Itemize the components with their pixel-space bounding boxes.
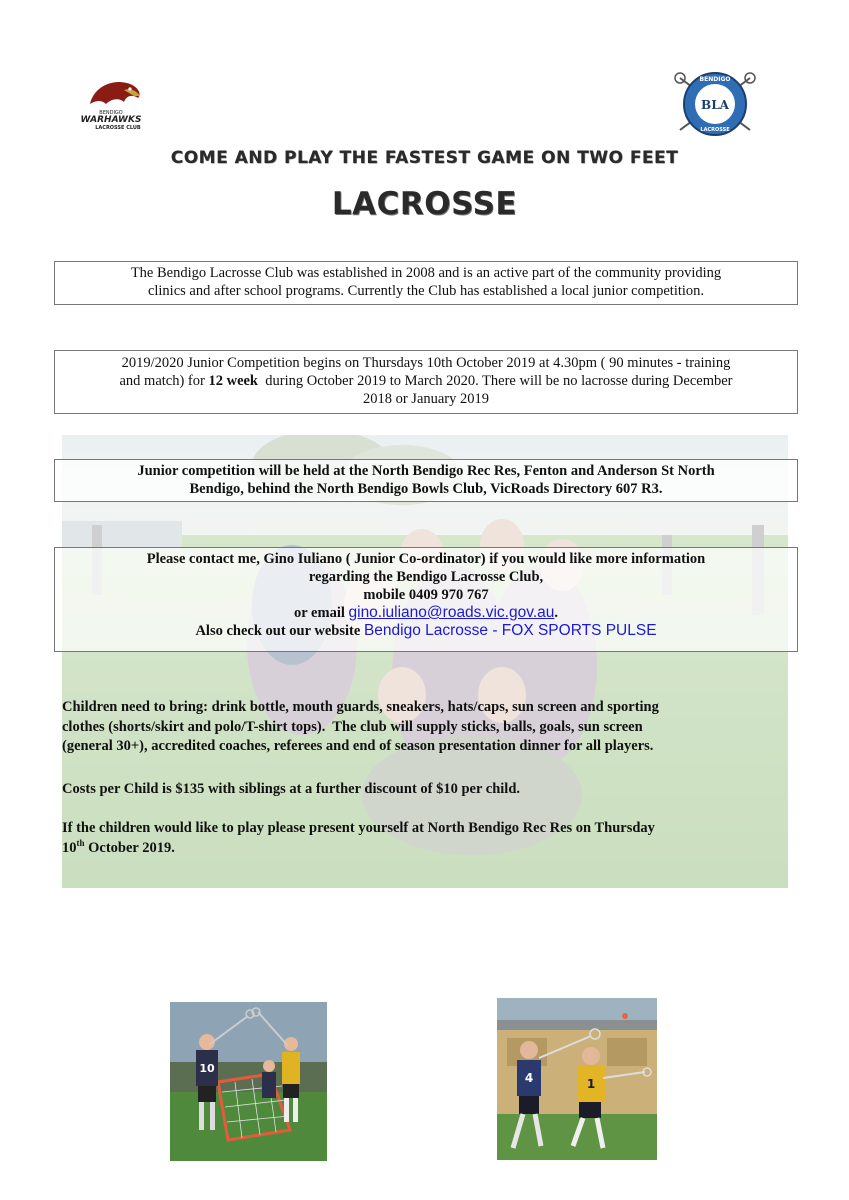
contact-email-line <box>63 604 789 622</box>
headline: COME AND PLAY THE FASTEST GAME ON TWO FEET <box>170 148 679 168</box>
club-intro-box <box>54 261 798 305</box>
svg-text:LACROSSE CLUB: LACROSSE CLUB <box>95 125 141 131</box>
page-title: LACROSSE <box>331 186 518 222</box>
venue-box <box>54 459 798 502</box>
club-intro-line: The Bendigo Lacrosse Club was established in 2008 and is an active part of the community providing <box>130 265 722 281</box>
date-suffix: th <box>76 837 85 848</box>
what-to-bring-paragraph <box>62 698 782 757</box>
contact-box <box>54 547 798 652</box>
date-text: October 2019. <box>84 839 175 856</box>
svg-text:BENDIGO: BENDIGO <box>99 110 123 116</box>
competition-text: during October 2019 to March 2020. There will be no lacrosse during December <box>258 373 733 389</box>
paragraph-line <box>62 839 782 859</box>
svg-text:10: 10 <box>199 1062 215 1075</box>
contact-line: regarding the Bendigo Lacrosse Club, <box>308 569 544 585</box>
svg-text:WARHAWKS: WARHAWKS <box>80 115 142 125</box>
costs-paragraph: Costs per Child is $135 with siblings at a further discount of $10 per child. <box>62 781 521 797</box>
lacrosse-goal-photo <box>170 1002 327 1161</box>
venue-line: Junior competition will be held at the North Bendigo Rec Res, Fenton and Anderson St North <box>137 463 715 479</box>
competition-text: and match) for <box>119 373 209 389</box>
paragraph-line: Children need to bring: drink bottle, mouth guards, sneakers, hats/caps, sun screen and sporting <box>62 699 659 715</box>
email-link[interactable]: gino.iuliano@roads.vic.gov.au <box>348 604 555 621</box>
competition-line: 2018 or January 2019 <box>362 391 490 407</box>
warhawks-logo <box>68 76 154 132</box>
bendigo-lacrosse-logo <box>672 68 758 140</box>
competition-line <box>61 372 791 390</box>
svg-text:4: 4 <box>524 1071 534 1085</box>
contact-website-line <box>63 622 789 640</box>
competition-line: 2019/2020 Junior Competition begins on Thursdays 10th October 2019 at 4.30pm ( 90 minutes - training <box>121 355 731 371</box>
competition-dates-box <box>54 350 798 414</box>
svg-text:1: 1 <box>586 1077 596 1091</box>
contact-text: Also check out our website <box>195 623 364 639</box>
kids-playing-photo <box>497 998 657 1160</box>
contact-line: Please contact me, Gino Iuliano ( Junior Co-ordinator) if you would like more information <box>146 551 706 567</box>
paragraph-line: clothes (shorts/skirt and polo/T-shirt tops). The club will supply sticks, balls, goals, sun screen <box>62 718 643 735</box>
svg-text:BENDIGO: BENDIGO <box>699 76 731 83</box>
date-day: 10 <box>62 839 77 856</box>
registration-paragraph <box>62 819 782 858</box>
svg-text:BLA: BLA <box>701 98 729 112</box>
weeks-count: 12 week <box>208 373 259 389</box>
club-intro-line: clinics and after school programs. Currently the Club has established a local junior competition. <box>147 283 705 299</box>
contact-mobile: mobile 0409 970 767 <box>363 587 489 603</box>
contact-text: . <box>554 605 558 621</box>
venue-line: Bendigo, behind the North Bendigo Bowls Club, VicRoads Directory 607 R3. <box>189 481 663 497</box>
website-link[interactable]: Bendigo Lacrosse - FOX SPORTS PULSE <box>363 622 657 639</box>
paragraph-line: If the children would like to play please present yourself at North Bendigo Rec Res on Thursday <box>62 820 655 836</box>
svg-text:LACROSSE: LACROSSE <box>700 127 730 133</box>
paragraph-line: (general 30+), accredited coaches, referees and end of season presentation dinner for all players. <box>62 738 654 754</box>
contact-text: or email <box>294 605 349 621</box>
